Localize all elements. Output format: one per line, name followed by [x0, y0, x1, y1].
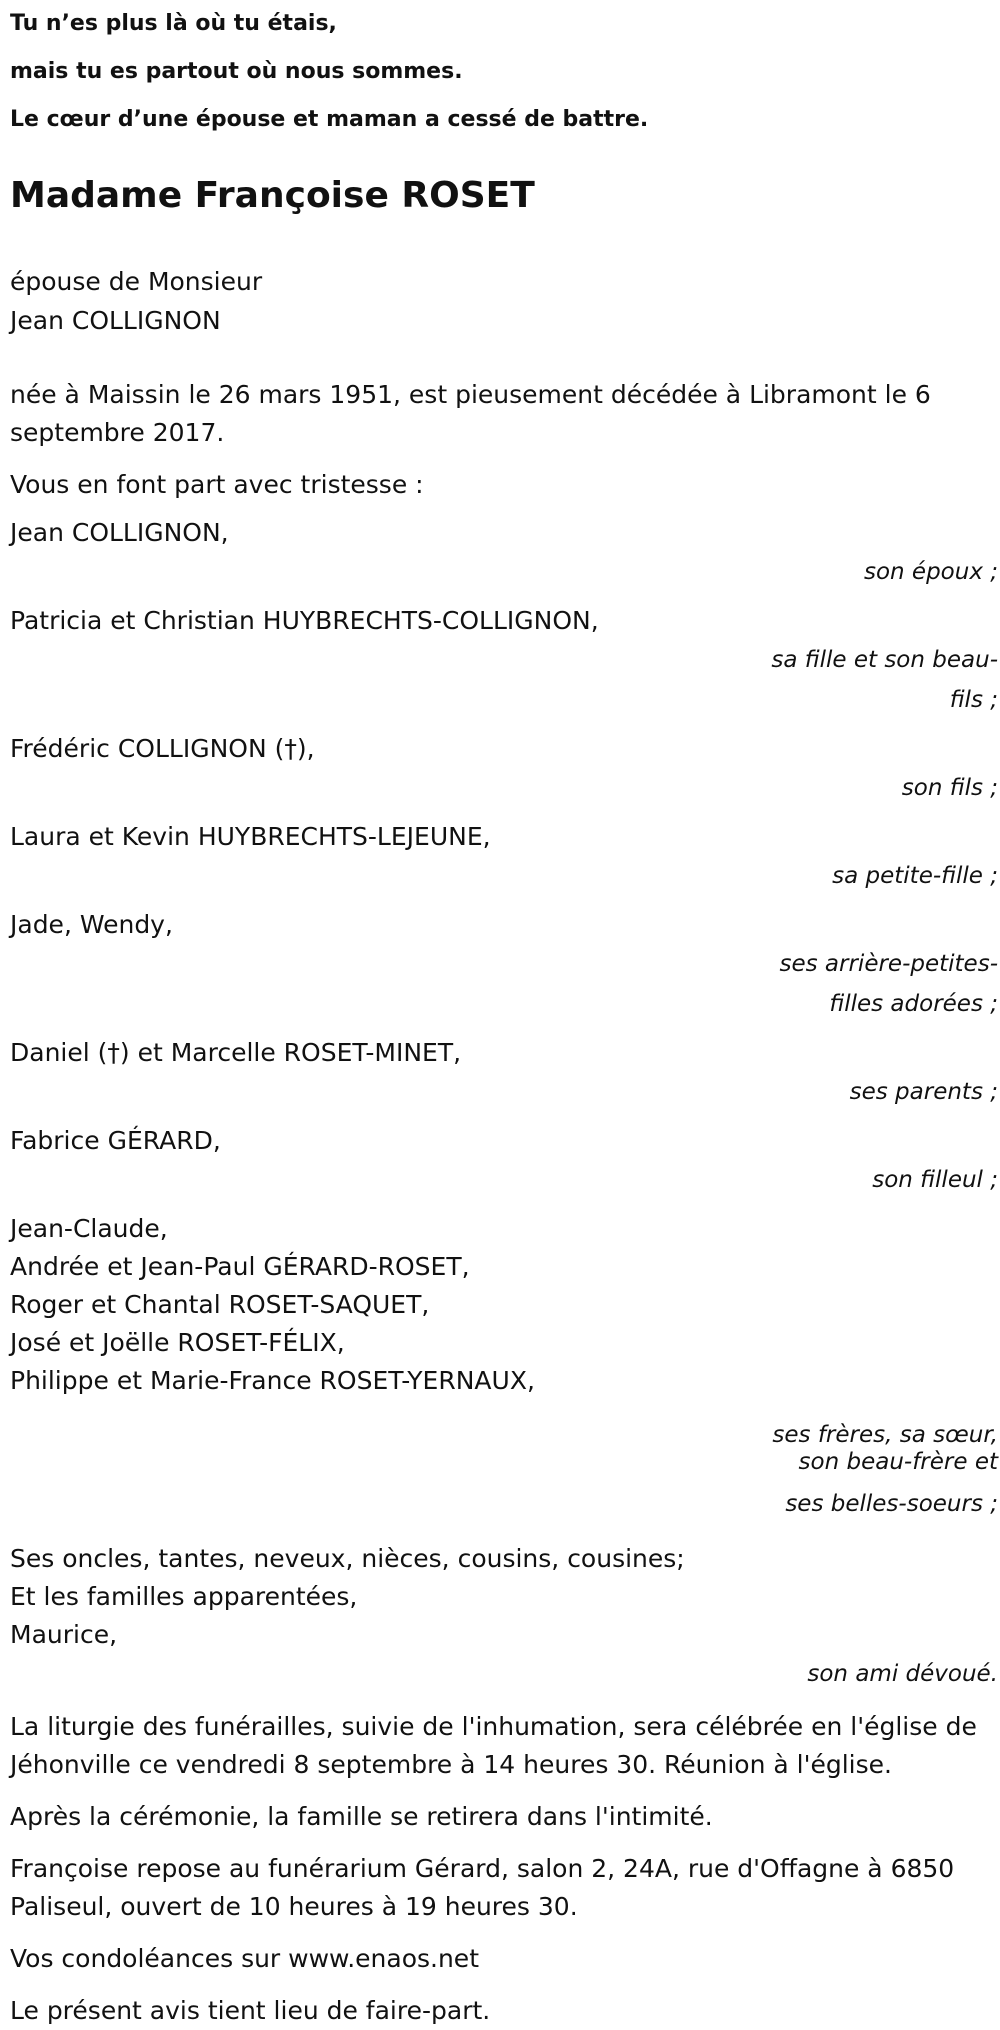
family-relation: ses parents ; — [849, 1079, 998, 1106]
funeral-details: La liturgie des funérailles, suivie de l'inhumation, sera célébrée en l'église de Jéhonville ce vendredi 8 septembre à 14 heures 30. Réunion à l'église. — [10, 1712, 977, 1780]
family-relation: sa petite-fille ; — [832, 863, 998, 890]
sibling-name: Roger et Chantal ROSET-SAQUET, — [10, 1290, 430, 1320]
siblings-relation-line: son beau-frère et — [798, 1449, 998, 1476]
siblings-block — [10, 1210, 998, 1524]
poem-line: mais tu es partout où nous sommes. — [10, 59, 463, 84]
announcement-intro: Vous en font part avec tristesse : — [10, 470, 424, 500]
family-member: Daniel (†) et Marcelle ROSET-MINET, — [10, 1038, 462, 1068]
poem-line: Tu n’es plus là où tu étais, — [10, 11, 337, 36]
family-member: Patricia et Christian HUYBRECHTS-COLLIGNON, — [10, 606, 599, 636]
friend-relation-row — [10, 1654, 998, 1694]
after-ceremony-text: Après la cérémonie, la famille se retirera dans l'intimité. — [10, 1802, 713, 1832]
friend-name: Maurice, — [10, 1620, 118, 1650]
sibling-name: Jean-Claude, — [10, 1214, 168, 1244]
family-member: Frédéric COLLIGNON (†), — [10, 734, 315, 764]
family-member: Jade, Wendy, — [10, 910, 173, 940]
opening-poem — [10, 0, 998, 144]
family-relation: son époux ; — [863, 559, 998, 586]
condolences-text: Vos condoléances sur www.enaos.net — [10, 1944, 479, 1974]
family-entry — [10, 818, 998, 896]
sibling-name: Philippe et Marie-France ROSET-YERNAUX, — [10, 1366, 535, 1396]
family-entry — [10, 1122, 998, 1200]
spouse-block — [10, 262, 998, 340]
sibling-name: Andrée et Jean-Paul GÉRARD-ROSET, — [10, 1252, 470, 1282]
others-line: Ses oncles, tantes, neveux, nièces, cousins, cousines; — [10, 1544, 685, 1574]
family-relation: ses arrière-petites-filles adorées ; — [779, 951, 998, 1018]
others-line: Et les familles apparentées, — [10, 1582, 358, 1612]
family-member: Jean COLLIGNON, — [10, 518, 229, 548]
viewing-details: Françoise repose au funérarium Gérard, salon 2, 24A, rue d'Offagne à 6850 Paliseul, ouvert de 10 heures à 19 heures 30. — [10, 1854, 955, 1922]
spouse-name: Jean COLLIGNON — [10, 306, 221, 336]
notice-text: Le présent avis tient lieu de faire-part. — [10, 1996, 491, 2026]
family-member: Fabrice GÉRARD, — [10, 1126, 221, 1156]
siblings-relation-line: ses belles-soeurs ; — [785, 1491, 998, 1518]
family-relation: son filleul ; — [872, 1167, 998, 1194]
family-entry — [10, 906, 998, 1024]
friend-relation: son ami dévoué. — [807, 1661, 998, 1688]
family-relation: son fils ; — [901, 775, 998, 802]
family-relation: sa fille et son beau-fils ; — [771, 647, 998, 714]
spouse-line: épouse de Monsieur — [10, 267, 263, 297]
family-entry — [10, 602, 998, 720]
family-entry — [10, 730, 998, 808]
family-entry — [10, 1034, 998, 1112]
family-entry — [10, 514, 998, 592]
obituary-content — [10, 0, 998, 2030]
others-block — [10, 1540, 998, 1694]
siblings-relation-line: ses frères, sa sœur, — [772, 1422, 998, 1449]
deceased-name: Madame Françoise ROSET — [10, 175, 535, 216]
birth-death-text: née à Maissin le 26 mars 1951, est pieusement décédée à Libramont le 6 septembre 2017. — [10, 380, 931, 448]
poem-line: Le cœur d’une épouse et maman a cessé de battre. — [10, 107, 649, 132]
sibling-name: José et Joëlle ROSET-FÉLIX, — [10, 1328, 345, 1358]
family-member: Laura et Kevin HUYBRECHTS-LEJEUNE, — [10, 822, 491, 852]
